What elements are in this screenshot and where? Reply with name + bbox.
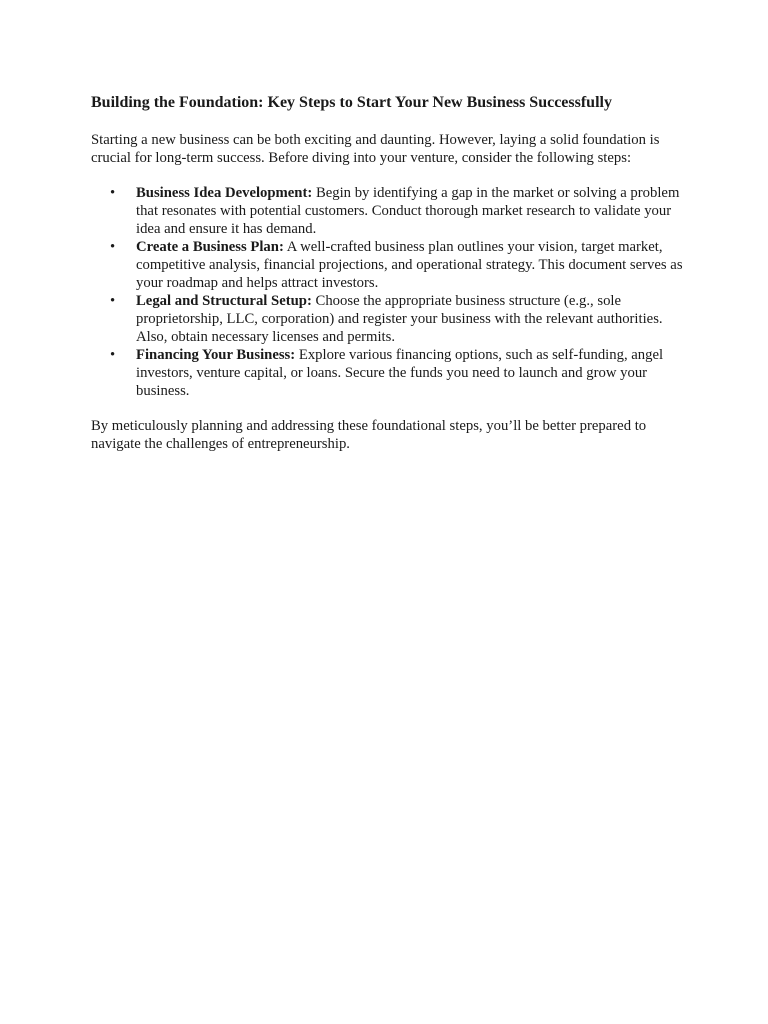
step-title: Business Idea Development: (136, 185, 313, 201)
steps-list (91, 184, 683, 400)
bullet-dot-icon: • (110, 239, 116, 255)
bullet-dot-icon: • (110, 185, 116, 201)
document-title: Building the Foundation: Key Steps to Start Your New Business Successfully (91, 94, 612, 111)
step-title: Legal and Structural Setup: (136, 293, 312, 309)
conclusion-paragraph: By meticulously planning and addressing these foundational steps, you’ll be better prepared to navigate the challenges of entrepreneurship. (91, 418, 647, 452)
intro-paragraph: Starting a new business can be both exciting and daunting. However, laying a solid foundation is crucial for long-term success. Before diving into your venture, consider the following steps: (91, 132, 660, 166)
list-item (91, 238, 683, 292)
step-text: Choose the appropriate business structure (e.g., sole proprietorship, LLC, corporation) and register your business with the relevant authorities. Also, obtain necessary licenses and permits. (136, 293, 663, 345)
step-title: Financing Your Business: (136, 347, 296, 363)
step-text: Begin by identifying a gap in the market or solving a problem that resonates with potential customers. Conduct thorough market research to validate your idea and ensure it has demand. (136, 185, 680, 237)
list-item (91, 292, 683, 346)
list-item (91, 184, 683, 238)
list-item (91, 346, 683, 400)
bullet-dot-icon: • (110, 347, 116, 363)
step-text: Explore various financing options, such as self-funding, angel investors, venture capital, or loans. Secure the funds you need to launch and grow your business. (136, 347, 664, 399)
step-title: Create a Business Plan: (136, 239, 284, 255)
document-body (91, 92, 683, 453)
step-text: A well-crafted business plan outlines your vision, target market, competitive analysis, financial projections, and operational strategy. This document serves as your roadmap and helps attract investors. (136, 239, 683, 291)
bullet-dot-icon: • (110, 293, 116, 309)
